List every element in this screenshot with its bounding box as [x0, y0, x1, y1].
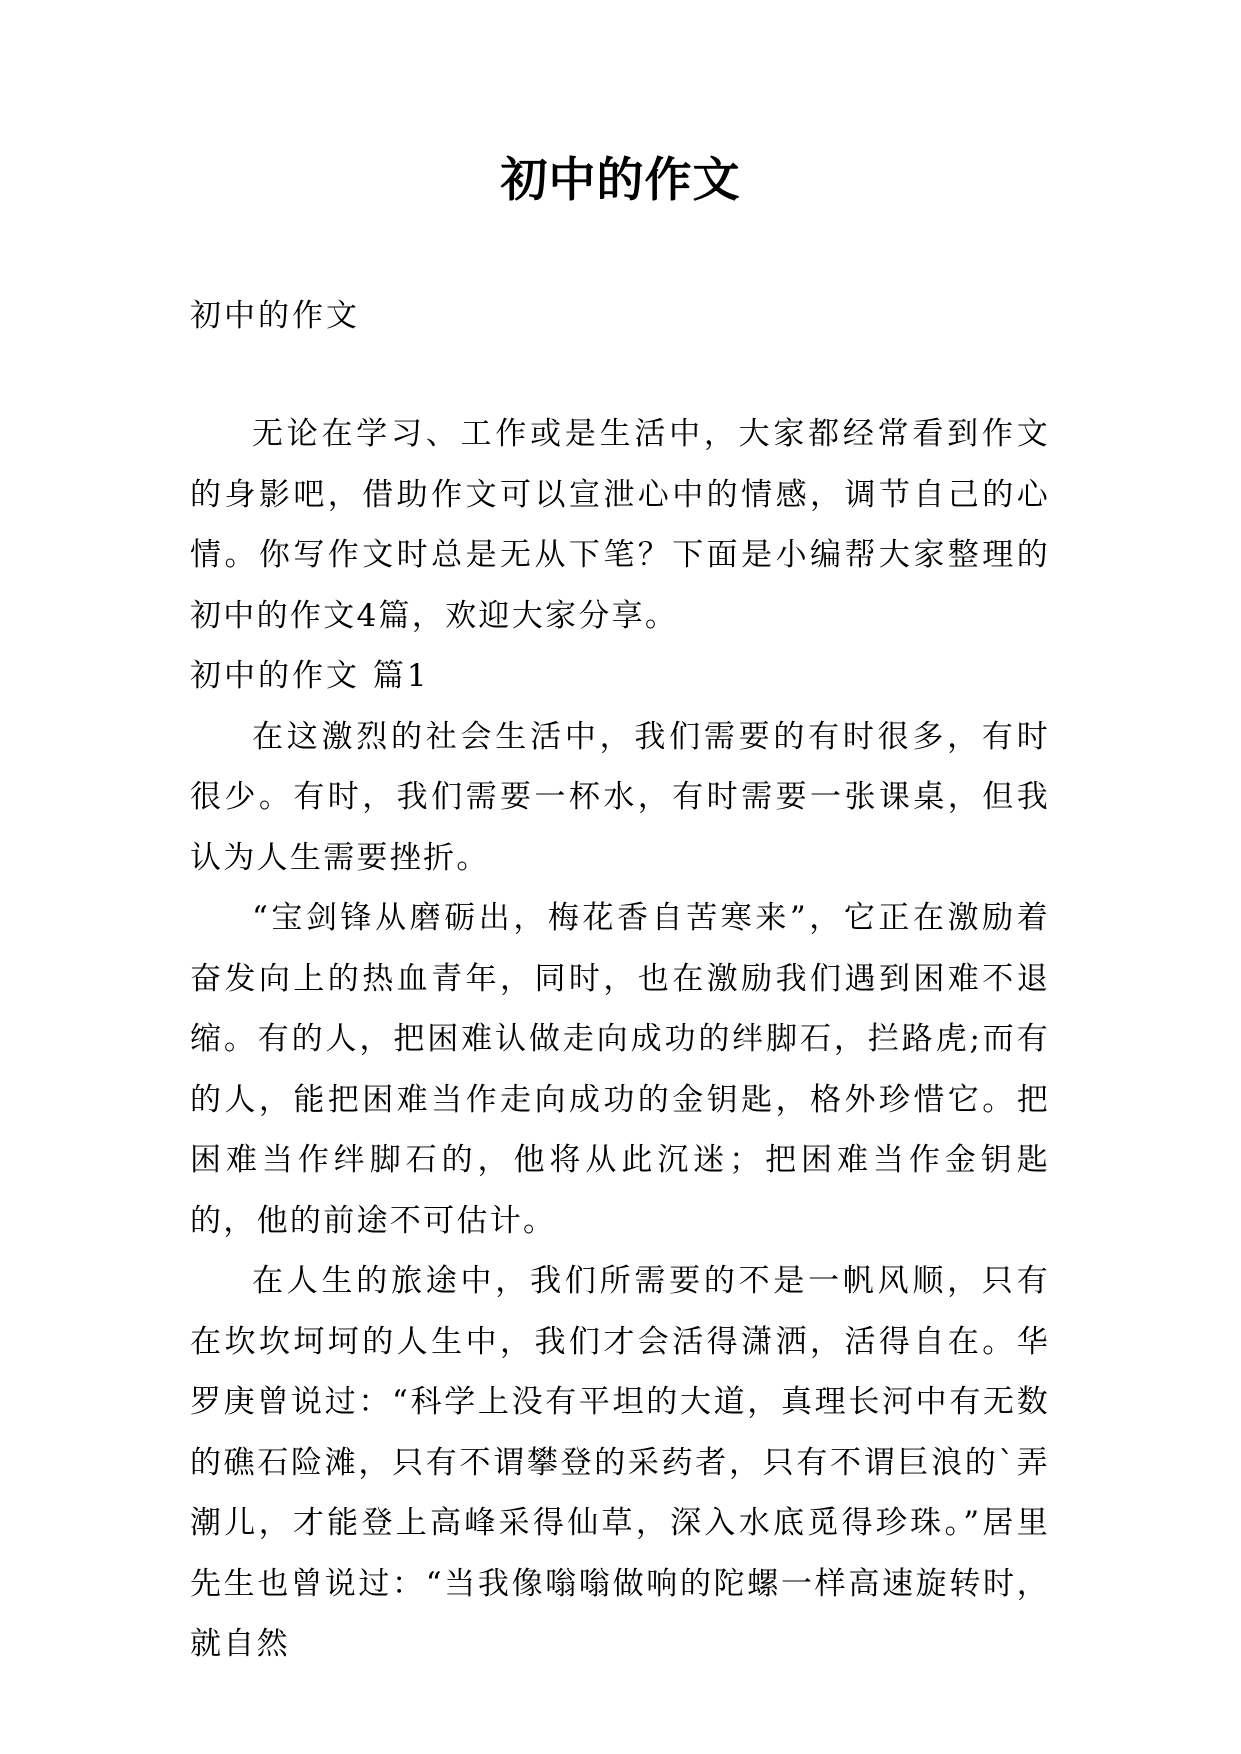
intro-paragraph: 无论在学习、工作或是生活中，大家都经常看到作文的身影吧，借助作文可以宣泄心中的情感，调节自己的心情。你写作文时总是无从下笔？下面是小编帮大家整理的初中的作文4篇，欢迎大家分享。 [190, 416, 1050, 634]
body-paragraph: 在这激烈的社会生活中，我们需要的有时很多，有时很少。有时，我们需要一杯水，有时需要一张课桌，但我认为人生需要挫折。 [190, 718, 1050, 876]
document-title: 初中的作文 [500, 153, 741, 208]
section-heading: 初中的作文 篇1 [190, 658, 430, 694]
body-paragraph: 在人生的旅途中，我们所需要的不是一帆风顺，只有在坎坎坷坷的人生中，我们才会活得潇洒，活得自在。华罗庚曾说过：“科学上没有平坦的大道，真理长河中有无数的礁石险滩，只有不谓攀登的采药者，只有不谓巨浪的`弄潮儿，才能登上高峰采得仙草，深入水底觅得珍珠。”居里先生也曾说过：“当我像嗡嗡做响的陀螺一样高速旋转时，就自然 [190, 1263, 1050, 1662]
document-body [190, 404, 1050, 1675]
document-subtitle: 初中的作文 [190, 298, 360, 334]
body-paragraph: “宝剑锋从磨砺出，梅花香自苦寒来”，它正在激励着奋发向上的热血青年，同时，也在激励我们遇到困难不退缩。有的人，把困难认做走向成功的绊脚石，拦路虎;而有的人，能把困难当作走向成功的金钥匙，格外珍惜它。把困难当作绊脚石的，他将从此沉迷；把困难当作金钥匙的，他的前途不可估计。 [190, 900, 1050, 1239]
